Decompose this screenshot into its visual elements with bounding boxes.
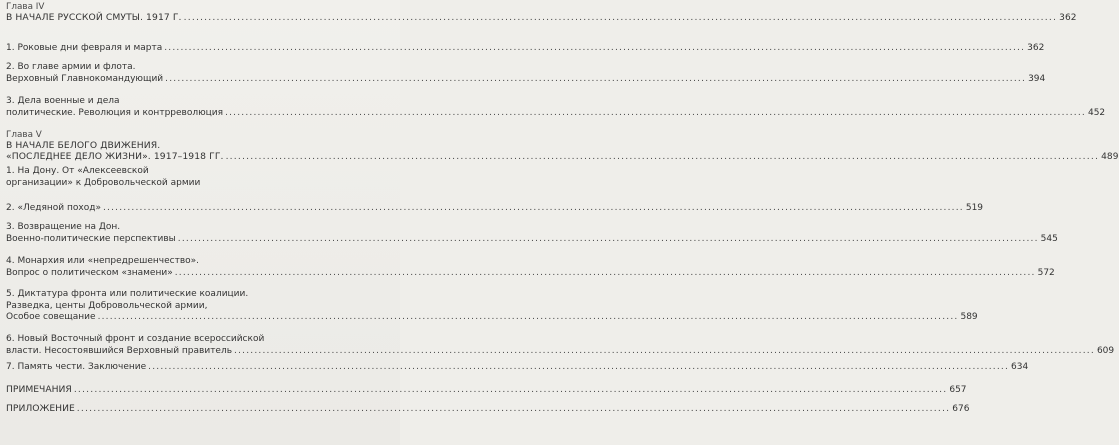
chapter-4-title-row [6, 12, 1077, 24]
chapter-4-label: Глава IV [6, 2, 45, 12]
chapter-4-title: В НАЧАЛЕ РУССКОЙ СМУТЫ. 1917 Г. [6, 12, 182, 23]
appendix-page: 676 [952, 404, 970, 414]
chapter-5-title-line1: В НАЧАЛЕ БЕЛОГО ДВИЖЕНИЯ. [6, 140, 161, 151]
toc-page-number: 452 [1087, 107, 1106, 118]
toc-page-number: 589 [960, 312, 978, 322]
chapter-5-label: Глава V [6, 130, 42, 140]
leader-dots: .................................................................................................................................................................................................................... [73, 384, 948, 395]
leader-dots: .................................................................................................................................................................................................................... [183, 12, 1058, 23]
toc-page-number: 545 [1040, 233, 1058, 244]
toc-entry-text: политические. Революция и контрреволюция [6, 107, 224, 118]
toc-page-number: 362 [1027, 43, 1045, 53]
toc-entry-5-6 [6, 334, 1115, 357]
toc-entry-text: 3. Возвращение на Дон. [6, 222, 121, 232]
leader-dots: .................................................................................................................................................................................................................... [234, 345, 1095, 356]
toc-entry-5-1 [6, 166, 386, 189]
toc-page-number: 394 [1028, 73, 1046, 84]
toc-entry-text: 3. Дела военные и дела [6, 96, 120, 106]
chapter-4 [6, 2, 1077, 24]
toc-entry-5-3 [6, 222, 1058, 245]
toc-entry-5-2 [6, 203, 984, 215]
leader-dots: .................................................................................................................................................................................................................... [225, 151, 1100, 162]
appendix-label: ПРИЛОЖЕНИЕ [6, 403, 75, 414]
toc-entry-text: Военно-политические перспективы [6, 233, 176, 244]
toc-appendix [6, 403, 970, 415]
toc-entry-text: Особое совещание [6, 312, 96, 322]
toc-entry-5-4 [6, 256, 1055, 279]
toc-entry-text: 1. Роковые дни февраля и марта [6, 43, 163, 53]
chapter-4-page: 362 [1059, 13, 1077, 23]
toc-entry-text: Верховный Главнокомандующий [6, 73, 164, 84]
toc-entry-text: Разведка, центы Добровольческой армии, [6, 300, 208, 311]
toc-entry-text: 4. Монархия или «непредрешенчество». [6, 256, 200, 266]
toc-entry-text: 2. «Ледяной поход» [6, 203, 101, 213]
toc-page-number: 634 [1011, 362, 1029, 372]
leader-dots: .................................................................................................................................................................................................................... [165, 73, 1027, 84]
toc-entry-4-1 [6, 43, 1045, 55]
toc-entry-text: власти. Несостоявшийся Верховный правитель [6, 345, 233, 356]
leader-dots: .................................................................................................................................................................................................................... [225, 107, 1086, 118]
chapter-5-title: «ПОСЛЕДНЕЕ ДЕЛО ЖИЗНИ». 1917–1918 ГГ. [6, 151, 224, 162]
toc-entry-5-5 [6, 289, 978, 324]
toc-entry-text: Вопрос о политическом «знамени» [6, 267, 173, 278]
notes-label: ПРИМЕЧАНИЯ [6, 384, 72, 395]
notes-page: 657 [949, 385, 967, 395]
leader-dots: .................................................................................................................................................................................................................... [76, 403, 951, 414]
chapter-5-title-row [6, 151, 1119, 163]
chapter-5-page: 489 [1101, 152, 1119, 162]
chapter-5 [6, 130, 1119, 163]
leader-dots: .................................................................................................................................................................................................................... [177, 233, 1039, 244]
toc-notes [6, 384, 967, 396]
leader-dots: .................................................................................................................................................................................................................... [97, 312, 959, 322]
toc-entry-4-2 [6, 62, 1046, 85]
toc-entry-text: 7. Память чести. Заключение [6, 362, 147, 372]
leader-dots: .................................................................................................................................................................................................................... [102, 203, 964, 213]
toc-entry-text: 6. Новый Восточный фронт и создание всероссийской [6, 334, 265, 344]
toc-page-number: 519 [965, 203, 984, 213]
leader-dots: .................................................................................................................................................................................................................... [164, 43, 1026, 53]
toc-entry-text: 2. Во главе армии и флота. [6, 62, 136, 72]
toc-entry-5-7 [6, 362, 1029, 374]
leader-dots: .................................................................................................................................................................................................................... [174, 267, 1036, 278]
toc-entry-4-3 [6, 96, 1106, 119]
toc-entry-text: 5. Диктатура фронта или политические коалиции. [6, 289, 249, 299]
toc-entry-text: организации» к Добровольческой армии [6, 177, 201, 188]
toc-page-number: 609 [1096, 345, 1115, 356]
toc-entry-text: 1. На Дону. От «Алексеевской [6, 166, 149, 176]
toc-page-number: 572 [1037, 267, 1055, 278]
leader-dots: .................................................................................................................................................................................................................... [148, 362, 1010, 372]
